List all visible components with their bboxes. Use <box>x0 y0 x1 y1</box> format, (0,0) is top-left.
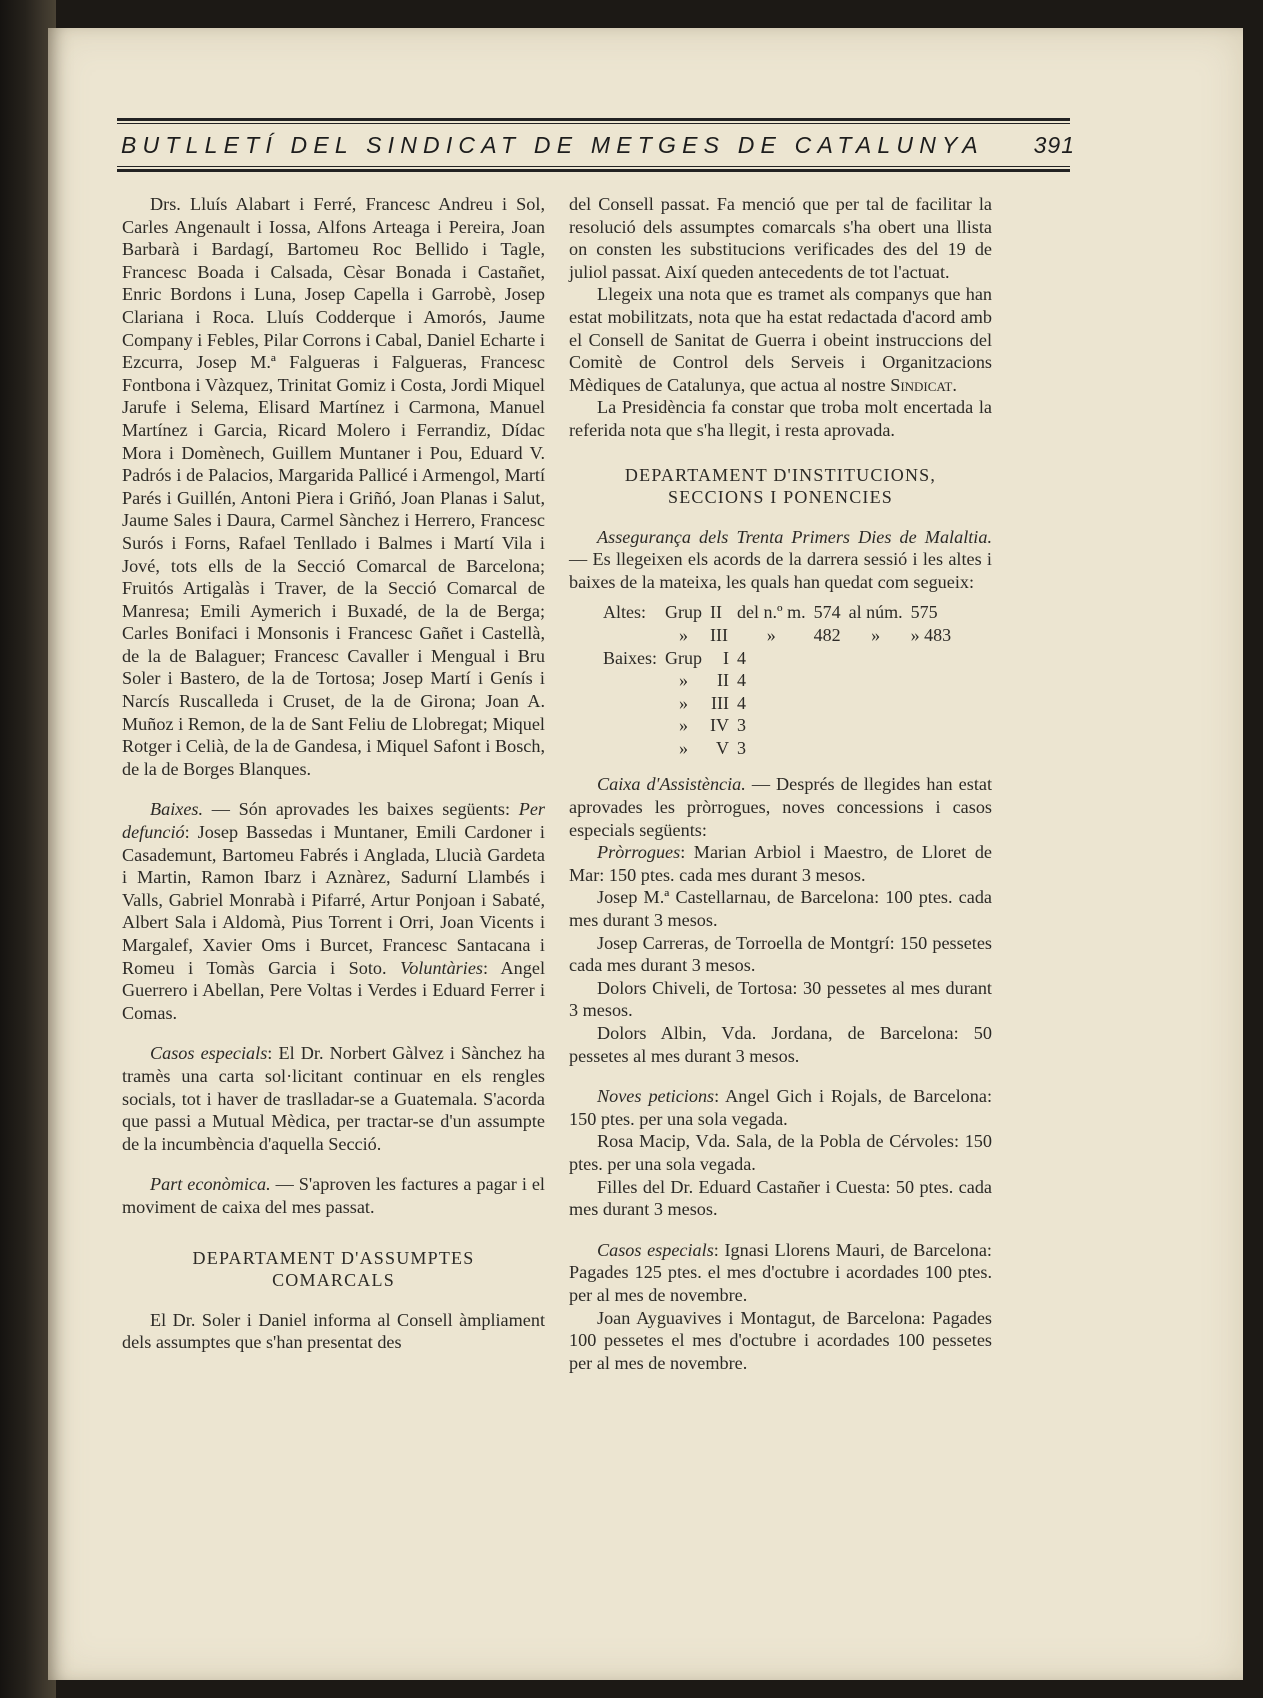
baixes-paragraph <box>122 798 545 1024</box>
table-row <box>603 714 959 737</box>
header-rule-top <box>117 118 1070 121</box>
defuncio-text: : Josep Bassedas i Muntaner, Emili Cardoner i Casademunt, Bartomeu Fabrés i Anglada, Llucià Gardeta i Martin, Ramon Ibarz i Aznàrez, Sadurní Llambés i Valls, Gabriel Monrabà i Pifarré, Artur Ponjoan i Sabaté, Albert Sala i Aldomà, Pius Torrent i Orri, Joan Vicents i Margalef, Xavier Oms i Burcet, Francesc Santacana i Romeu i Tomàs Garcia i Soto. <box>122 822 545 978</box>
cell: Baixes: <box>603 647 657 668</box>
cell <box>603 669 665 692</box>
section-heading-assumptes: DEPARTAMENT D'ASSUMPTES COMARCALS <box>192 1247 475 1290</box>
prorrogues-label: Pròrrogues <box>597 842 681 863</box>
cell: III <box>710 624 728 645</box>
casos-paragraph <box>122 1042 545 1155</box>
cas-item: Joan Ayguavives i Montagut, de Barcelona: Pagades 100 pessetes el mes d'octubre i acordades 100 pessetes per al mes de novembre. <box>569 1307 992 1373</box>
soler-paragraph: El Dr. Soler i Daniel informa al Consell àmpliament dels assumptes que s'han presentat des <box>122 1309 545 1353</box>
section-heading-institucions <box>569 464 992 508</box>
part-economica-label: Part econòmica. <box>150 1174 271 1195</box>
cell: al núm. <box>848 602 903 623</box>
noves-text: : Angel Gich i Rojals, de Barcelona: 150 ptes. per una sola vegada. <box>569 1086 992 1129</box>
sindicat-word: Sindicat <box>890 374 953 395</box>
cell: 574 <box>813 602 841 623</box>
cell: Grup <box>665 647 702 668</box>
cell: IV <box>710 715 729 736</box>
cell: » <box>679 737 688 758</box>
header-rule-bottom <box>117 169 1070 172</box>
defuncio-label: Per defunció <box>122 799 545 843</box>
cell: II <box>717 670 729 691</box>
voluntaries-text: : Angel Guerrero i Abellan, Pere Voltas i Verdes i Eduard Ferrer i Comas. <box>122 957 545 1023</box>
table-row <box>603 647 959 670</box>
presidencia-paragraph: La Presidència fa constar que troba molt encertada la referida nota que s'ha llegit, i resta aprovada. <box>569 397 992 440</box>
table-row <box>603 737 959 760</box>
nota-end: . <box>952 374 957 395</box>
peticio-item: Filles del Dr. Eduard Castañer i Cuesta: 50 ptes. cada mes durant 3 mesos. <box>569 1176 992 1220</box>
cell: 4 <box>737 647 746 668</box>
caixa-text: — Després de llegides han estat aprovades les pròrrogues, noves concessions i casos especials següents: <box>569 774 992 840</box>
prorrogues-paragraph <box>569 841 992 886</box>
casos-especials-label: Casos especials <box>597 1239 714 1260</box>
cell: » <box>679 624 688 645</box>
caixa-label: Caixa d'Assistència. <box>597 774 746 795</box>
members-paragraph: Drs. Lluís Alabart i Ferré, Francesc Andreu i Sol, Carles Angenault i Iossa, Alfons Arteaga i Pereira, Joan Barbarà i Bardagí, Bartomeu Roc Bellido i Tagle, Francesc Boada i Calsada, Cèsar Bonada i Castañet, Enric Bordons i Luna, Josep Capella i Garrobè, Josep Clariana i Roca. Lluís Codderque i Amorós, Jaume Company i Febles, Pilar Corrons i Cabal, Daniel Echarte i Ezcurra, Josep M.ª Falgueras i Falgueras, Francesc Fontbona i Vàzquez, Trinitat Gomiz i Costa, Jordi Miquel Jarufe i Selema, Elisard Martínez i Carmona, Manuel Martínez i Garcia, Ricard Molero i Ferrandiz, Dídac Mora i Domènech, Guillem Muntaner i Pou, Eduard V. Padrós i de Palacios, Margarida Pallicé i Armengol, Martí Parés i Guillén, Antoni Piera i Griñó, Joan Planas i Salut, Jaume Sales i Daura, Carmel Sànchez i Herrero, Francesc Surós i Forns, Rafael Tenllado i Balmes i Martí Vila i Jové, tots ells de la Secció Comarcal de Barcelona; Fruitós Artigalàs i Traver, de la Secció Comarcal de Manresa; Emili Aymerich i Buxadé, de la de Berga; Carles Bonifaci i Monsonis i Francesc Gañet i Castellà, de la de Balaguer; Francesc Cavaller i Mengual i Bru Soler i Bastero, de la de Tortosa; Josep Martí i Genís i Narcís Ruscalleda i Cruset, de la de Girona; Joan A. Muñoz i Remon, de la de Sant Feliu de Llobregat; Miquel Rotger i Celià, de la de Gandesa, i Miquel Safont i Bosch, de la de Borges Blanques. <box>122 194 545 779</box>
cell: » <box>766 624 776 645</box>
prorroga-item: Dolors Chiveli, de Tortosa: 30 pessetes al mes durant 3 mesos. <box>569 977 992 1021</box>
table-row <box>603 601 959 624</box>
cell: II <box>710 602 722 623</box>
casos-text: : El Dr. Norbert Gàlvez i Sànchez ha tramès una carta sol·licitant continuar en els rengles socials, tot i haver de traslladar-se a Guatemala. S'acorda que passi a Mutual Mèdica, per tractar-se d'un assumpte de la incumbència d'aquella Secció. <box>122 1043 545 1154</box>
noves-paragraph <box>569 1085 992 1130</box>
peticio-item: Rosa Macip, Vda. Sala, de la Pobla de Cérvoles: 150 ptes. per una sola vegada. <box>569 1131 992 1174</box>
cell: 3 <box>737 737 746 758</box>
left-column <box>122 193 545 1354</box>
right-column <box>569 193 992 1374</box>
casos-especials-text: : Ignasi Llorens Mauri, de Barcelona: Pagades 125 ptes. el mes d'octubre i acordades 100 ptes. per al mes de novembre. <box>569 1239 992 1305</box>
cell: » <box>679 715 688 736</box>
cell: Grup <box>665 602 702 623</box>
heading-line-2: SECCIONS I PONENCIES <box>667 486 894 507</box>
ditto: » <box>910 624 920 645</box>
prorroga-item: Dolors Albin, Vda. Jordana, de Barcelona: 50 pessetes al mes durant 3 mesos. <box>569 1023 992 1066</box>
baixes-intro: — Són aprovades les baixes següents: <box>203 799 519 820</box>
baixes-label: Baixes. <box>150 799 204 820</box>
cell <box>603 714 665 737</box>
heading-line-1: DEPARTAMENT D'INSTITUCIONS, <box>624 464 937 485</box>
table-row <box>603 692 959 715</box>
noves-label: Noves peticions <box>597 1086 715 1107</box>
cell: V <box>716 737 729 758</box>
prorroga-item: Josep M.ª Castellarnau, de Barcelona: 100 ptes. cada mes durant 3 mesos. <box>569 887 992 931</box>
altes-baixes-table <box>603 601 959 759</box>
caixa-paragraph <box>569 773 992 841</box>
cell: 482 <box>813 624 841 645</box>
assegurança-label: Assegurança dels Trenta Primers Dies de Malaltia. <box>597 526 992 547</box>
running-header <box>121 132 1075 168</box>
cell <box>603 624 665 647</box>
casos-label: Casos especials <box>150 1043 268 1064</box>
page-number: 391 <box>1033 132 1075 158</box>
consell-paragraph: del Consell passat. Fa menció que per tal de facilitar la resolució dels assumptes comarcals s'ha obert una llista on consten les substitucions verificades des del 19 de juliol passat. Així queden antecedents de tot l'actuat. <box>569 194 992 282</box>
table-row <box>603 669 959 692</box>
cell: I <box>723 647 729 668</box>
table-row <box>603 624 959 647</box>
casos-especials-paragraph <box>569 1239 992 1307</box>
journal-title: BUTLLETÍ DEL SINDICAT DE METGES DE CATALUNYA <box>121 132 984 158</box>
part-economica-paragraph <box>122 1173 545 1218</box>
prorrogues-text: : Marian Arbiol i Maestro, de Lloret de Mar: 150 ptes. cada mes durant 3 mesos. <box>569 842 992 885</box>
header-rule-bottom-thin <box>117 166 1070 167</box>
cell: Altes: <box>603 602 646 623</box>
part-economica-text: — S'aproven les factures a pagar i el moviment de caixa del mes passat. <box>122 1174 545 1217</box>
prorroga-item: Josep Carreras, de Torroella de Montgrí: 150 pessetes cada mes durant 3 mesos. <box>569 932 992 976</box>
assegurança-paragraph <box>569 526 992 594</box>
header-rule-top-thin <box>117 123 1070 124</box>
nota-text: Llegeix una nota que es tramet als companys que han estat mobilitzats, nota que ha estat redactada d'acord amb el Consell de Sanitat de Guerra i obeint instruccions del Comitè de Control dels Serveis i Organitzacions Mèdiques de Catalunya, que actua al nostre <box>569 284 992 395</box>
cell: » <box>679 670 688 691</box>
cell: III <box>711 692 729 713</box>
cell: » <box>871 624 881 645</box>
cell: 4 <box>737 692 746 713</box>
assegurança-text: — Es llegeixen els acords de la darrera sessió i les altes i baixes de la mateixa, les quals han quedat com segueix: <box>569 549 992 592</box>
cell: del n.º m. <box>737 602 806 623</box>
cell: 3 <box>737 715 746 736</box>
value: 483 <box>924 624 952 645</box>
cell: » <box>679 692 688 713</box>
cell: 4 <box>737 670 746 691</box>
voluntaries-label: Voluntàries <box>400 957 483 978</box>
cell <box>911 624 960 647</box>
nota-paragraph <box>569 283 992 396</box>
cell: 575 <box>910 602 938 623</box>
cell <box>603 737 665 760</box>
cell <box>603 692 665 715</box>
